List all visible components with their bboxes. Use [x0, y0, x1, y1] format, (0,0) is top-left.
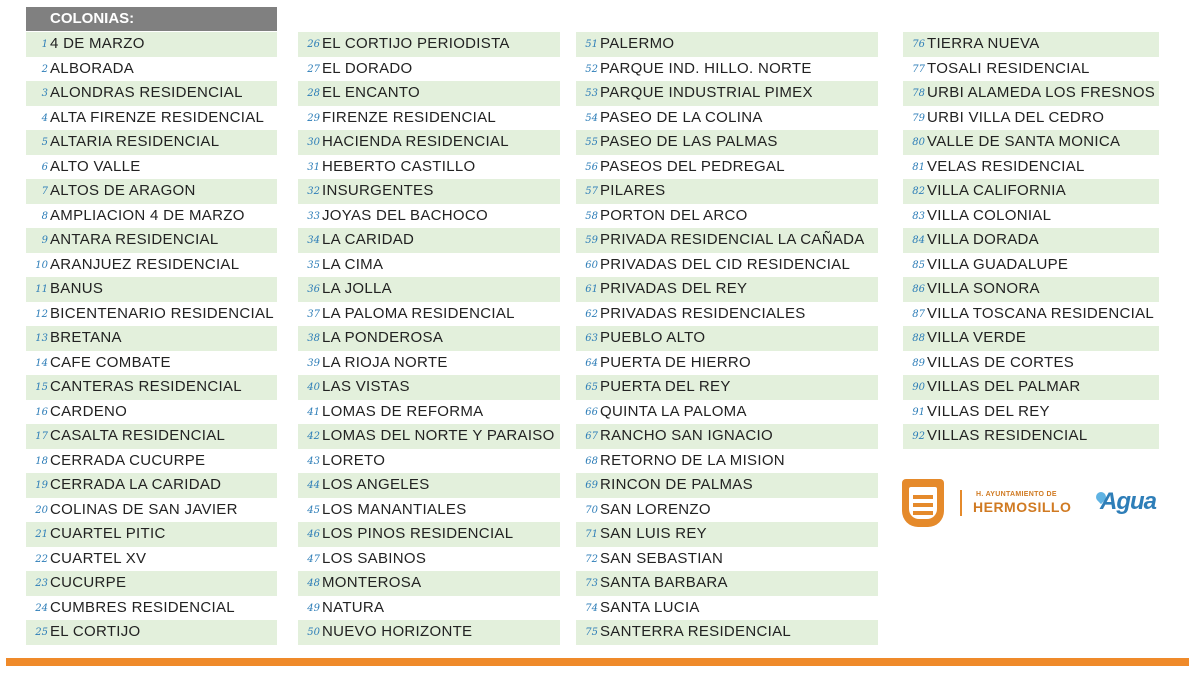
item-number: 1	[41, 39, 48, 50]
list-item	[26, 81, 277, 106]
item-number: 90	[912, 382, 925, 393]
colonia-name: LOS MANANTIALES	[322, 500, 467, 518]
colonia-name: PUERTA DE HIERRO	[600, 353, 751, 371]
ayuntamiento-caption: H. AYUNTAMIENTO DE	[976, 491, 1057, 498]
colonias-column-1	[26, 32, 277, 645]
item-number: 49	[307, 602, 320, 614]
colonia-name: LA CARIDAD	[322, 231, 415, 248]
colonia-name: MONTEROSA	[322, 574, 422, 591]
list-item	[576, 375, 878, 400]
item-number: 6	[41, 161, 48, 173]
list-item	[903, 424, 1159, 449]
item-number: 65	[585, 382, 598, 393]
item-number: 29	[307, 112, 320, 124]
item-number: 46	[307, 529, 320, 540]
colonia-name: PASEOS DEL PEDREGAL	[600, 157, 785, 175]
colonia-name: NUEVO HORIZONTE	[322, 623, 473, 640]
colonia-name: RETORNO DE LA MISION	[600, 451, 785, 469]
item-number: 80	[912, 137, 925, 148]
colonia-name: ALTOS DE ARAGON	[50, 182, 196, 199]
colonia-name: CUARTEL XV	[50, 549, 147, 567]
item-number: 13	[35, 333, 48, 344]
list-item	[576, 326, 878, 351]
logo-divider	[960, 490, 962, 516]
item-number: 87	[912, 308, 925, 320]
colonia-name: URBI VILLA DEL CEDRO	[927, 108, 1105, 126]
item-number: 63	[585, 333, 598, 344]
item-number: 62	[585, 308, 598, 320]
colonia-name: CUARTEL PITIC	[50, 525, 166, 542]
item-number: 31	[307, 161, 320, 173]
item-number: 61	[585, 284, 598, 295]
list-item	[576, 620, 878, 645]
list-item	[26, 106, 277, 131]
item-number: 89	[912, 357, 925, 369]
colonia-name: PALERMO	[600, 35, 675, 52]
list-item	[576, 32, 878, 57]
item-number: 57	[585, 186, 598, 197]
list-item	[576, 57, 878, 82]
colonia-name: SANTERRA RESIDENCIAL	[600, 623, 792, 640]
list-item	[576, 130, 878, 155]
item-number: 45	[307, 504, 320, 516]
list-item	[903, 179, 1159, 204]
list-item	[576, 253, 878, 278]
list-item	[298, 81, 560, 106]
item-number: 4	[41, 112, 48, 124]
colonia-name: VILLAS DEL REY	[927, 402, 1050, 420]
colonia-name: JOYAS DEL BACHOCO	[322, 206, 488, 224]
item-number: 47	[307, 553, 320, 565]
item-number: 32	[307, 186, 320, 197]
item-number: 18	[35, 455, 48, 467]
item-number: 36	[307, 284, 320, 295]
list-item	[298, 326, 560, 351]
list-item	[576, 571, 878, 596]
item-number: 54	[585, 112, 598, 124]
list-item	[26, 522, 277, 547]
colonia-name: QUINTA LA PALOMA	[600, 402, 747, 420]
list-item	[298, 596, 560, 621]
item-number: 16	[35, 406, 48, 418]
list-item	[903, 326, 1159, 351]
list-item	[26, 179, 277, 204]
colonia-name: INSURGENTES	[322, 182, 434, 199]
list-item	[576, 473, 878, 498]
item-number: 78	[912, 88, 925, 99]
colonia-name: SAN SEBASTIAN	[600, 549, 724, 567]
item-number: 2	[41, 63, 48, 75]
colonia-name: HACIENDA RESIDENCIAL	[322, 133, 509, 150]
item-number: 23	[35, 578, 48, 589]
item-number: 79	[912, 112, 925, 124]
list-item	[298, 106, 560, 131]
list-item	[26, 473, 277, 498]
list-item	[26, 277, 277, 302]
list-item	[576, 596, 878, 621]
colonia-name: NATURA	[322, 598, 385, 616]
item-number: 59	[585, 235, 598, 246]
colonia-name: PASEO DE LA COLINA	[600, 108, 763, 126]
colonia-name: BRETANA	[50, 329, 122, 346]
list-item	[298, 351, 560, 376]
list-item	[903, 400, 1159, 425]
item-number: 33	[307, 210, 320, 222]
colonias-column-4	[903, 32, 1159, 449]
list-item	[26, 424, 277, 449]
item-number: 35	[307, 259, 320, 271]
item-number: 60	[585, 259, 598, 271]
list-item	[26, 253, 277, 278]
list-item	[903, 57, 1159, 82]
colonias-column-3	[576, 32, 878, 645]
colonia-name: LORETO	[322, 451, 386, 469]
list-item	[26, 228, 277, 253]
colonia-name: TOSALI RESIDENCIAL	[927, 59, 1090, 77]
list-item	[576, 81, 878, 106]
list-item	[903, 351, 1159, 376]
list-item	[903, 32, 1159, 57]
item-number: 42	[307, 431, 320, 442]
colonia-name: CERRADA LA CARIDAD	[50, 476, 222, 493]
colonia-name: ALTA FIRENZE RESIDENCIAL	[50, 108, 265, 126]
list-item	[26, 596, 277, 621]
item-number: 10	[35, 259, 48, 271]
item-number: 20	[35, 504, 48, 516]
list-item	[903, 130, 1159, 155]
item-number: 44	[307, 480, 320, 491]
list-item	[576, 547, 878, 572]
list-item	[903, 253, 1159, 278]
colonia-name: EL CORTIJO PERIODISTA	[322, 35, 510, 52]
colonia-name: EL CORTIJO	[50, 623, 141, 640]
item-number: 86	[912, 284, 925, 295]
item-number: 77	[912, 63, 925, 75]
item-number: 8	[41, 210, 48, 222]
item-number: 82	[912, 186, 925, 197]
list-item	[903, 375, 1159, 400]
item-number: 28	[307, 88, 320, 99]
list-item	[26, 302, 277, 327]
colonia-name: PARQUE INDUSTRIAL PIMEX	[600, 84, 813, 101]
colonia-name: PRIVADAS DEL CID RESIDENCIAL	[600, 255, 851, 273]
list-item	[26, 375, 277, 400]
colonia-name: LA PONDEROSA	[322, 329, 444, 346]
logos-area	[900, 476, 1180, 532]
colonia-name: PILARES	[600, 182, 666, 199]
colonia-name: CASALTA RESIDENCIAL	[50, 427, 226, 444]
colonia-name: SANTA LUCIA	[600, 598, 700, 616]
colonia-name: LOMAS DEL NORTE Y PARAISO	[322, 427, 555, 444]
item-number: 66	[585, 406, 598, 418]
list-item	[298, 620, 560, 645]
colonia-name: TIERRA NUEVA	[927, 35, 1040, 52]
item-number: 84	[912, 235, 925, 246]
item-number: 56	[585, 161, 598, 173]
colonia-name: VILLAS DE CORTES	[927, 353, 1075, 371]
colonia-name: VILLA CALIFORNIA	[927, 182, 1067, 199]
colonia-name: HEBERTO CASTILLO	[322, 157, 476, 175]
list-item	[576, 204, 878, 229]
colonia-name: VILLAS RESIDENCIAL	[927, 427, 1088, 444]
colonia-name: VILLA COLONIAL	[927, 206, 1052, 224]
colonia-name: VILLA VERDE	[927, 329, 1027, 346]
item-number: 52	[585, 63, 598, 75]
item-number: 25	[35, 627, 48, 638]
colonia-name: LOS SABINOS	[322, 549, 427, 567]
list-item	[576, 155, 878, 180]
item-number: 50	[307, 627, 320, 638]
agua-logo: Agua	[1100, 488, 1156, 515]
item-number: 30	[307, 137, 320, 148]
list-item	[576, 400, 878, 425]
list-item	[298, 473, 560, 498]
list-item	[298, 547, 560, 572]
colonia-name: BICENTENARIO RESIDENCIAL	[50, 304, 274, 322]
item-number: 91	[912, 406, 925, 418]
list-item	[26, 204, 277, 229]
colonia-name: VILLAS DEL PALMAR	[927, 378, 1081, 395]
list-item	[26, 547, 277, 572]
city-shield-icon	[902, 479, 944, 527]
colonia-name: VILLA TOSCANA RESIDENCIAL	[927, 304, 1155, 322]
list-item	[903, 81, 1159, 106]
list-item	[298, 571, 560, 596]
item-number: 72	[585, 553, 598, 565]
colonia-name: CUCURPE	[50, 574, 127, 591]
list-item	[576, 498, 878, 523]
item-number: 11	[35, 284, 48, 295]
list-item	[298, 302, 560, 327]
list-item	[298, 277, 560, 302]
item-number: 17	[35, 431, 48, 442]
list-item	[298, 179, 560, 204]
list-item	[576, 179, 878, 204]
item-number: 92	[912, 431, 925, 442]
item-number: 21	[35, 529, 48, 540]
item-number: 37	[307, 308, 320, 320]
colonia-name: ALTO VALLE	[50, 157, 141, 175]
list-item	[576, 228, 878, 253]
colonia-name: BANUS	[50, 280, 104, 297]
colonia-name: 4 DE MARZO	[50, 35, 145, 52]
list-item	[903, 277, 1159, 302]
item-number: 9	[41, 235, 48, 246]
colonia-name: LOS ANGELES	[322, 476, 430, 493]
list-item	[903, 106, 1159, 131]
colonia-name: SAN LUIS REY	[600, 525, 707, 542]
list-item	[26, 498, 277, 523]
colonia-name: COLINAS DE SAN JAVIER	[50, 500, 238, 518]
colonia-name: ALONDRAS RESIDENCIAL	[50, 84, 243, 101]
list-item	[903, 155, 1159, 180]
list-item	[576, 424, 878, 449]
colonia-name: ANTARA RESIDENCIAL	[50, 231, 219, 248]
list-item	[576, 106, 878, 131]
list-item	[26, 32, 277, 57]
list-item	[903, 204, 1159, 229]
colonia-name: VALLE DE SANTA MONICA	[927, 133, 1121, 150]
colonia-name: VILLA DORADA	[927, 231, 1039, 248]
item-number: 53	[585, 88, 598, 99]
item-number: 88	[912, 333, 925, 344]
item-number: 74	[585, 602, 598, 614]
item-number: 55	[585, 137, 598, 148]
list-item	[298, 57, 560, 82]
item-number: 43	[307, 455, 320, 467]
item-number: 12	[35, 308, 48, 320]
item-number: 39	[307, 357, 320, 369]
colonia-name: VILLA GUADALUPE	[927, 255, 1069, 273]
colonia-name: RANCHO SAN IGNACIO	[600, 427, 773, 444]
colonia-name: ALBORADA	[50, 59, 135, 77]
bottom-accent-bar	[6, 658, 1189, 666]
colonia-name: CAFE COMBATE	[50, 353, 171, 371]
item-number: 26	[307, 39, 320, 50]
item-number: 70	[585, 504, 598, 516]
colonia-name: LOMAS DE REFORMA	[322, 402, 484, 420]
item-number: 81	[912, 161, 925, 173]
colonia-name: AMPLIACION 4 DE MARZO	[50, 206, 245, 224]
item-number: 15	[35, 382, 48, 393]
item-number: 19	[35, 480, 48, 491]
item-number: 34	[307, 235, 320, 246]
colonia-name: PARQUE IND. HILLO. NORTE	[600, 59, 812, 77]
list-item	[576, 449, 878, 474]
colonia-name: VELAS RESIDENCIAL	[927, 157, 1085, 175]
list-header: COLONIAS:	[26, 7, 277, 31]
item-number: 51	[585, 39, 598, 50]
colonia-name: PRIVADAS DEL REY	[600, 280, 748, 297]
item-number: 67	[585, 431, 598, 442]
colonia-name: CARDENO	[50, 402, 128, 420]
colonia-name: CANTERAS RESIDENCIAL	[50, 378, 242, 395]
list-item	[26, 130, 277, 155]
list-item	[26, 449, 277, 474]
list-item	[576, 277, 878, 302]
colonia-name: LA PALOMA RESIDENCIAL	[322, 304, 515, 322]
colonia-name: EL ENCANTO	[322, 84, 421, 101]
colonia-name: CERRADA CUCURPE	[50, 451, 206, 469]
list-item	[298, 375, 560, 400]
colonia-name: URBI ALAMEDA LOS FRESNOS	[927, 84, 1156, 101]
colonia-name: LA CIMA	[322, 255, 384, 273]
colonia-name: PASEO DE LAS PALMAS	[600, 133, 778, 150]
colonia-name: PUERTA DEL REY	[600, 378, 731, 395]
item-number: 69	[585, 480, 598, 491]
colonia-name: PRIVADAS RESIDENCIALES	[600, 304, 806, 322]
list-item	[26, 155, 277, 180]
item-number: 5	[41, 137, 48, 148]
list-item	[298, 130, 560, 155]
colonia-name: LOS PINOS RESIDENCIAL	[322, 525, 514, 542]
colonia-name: FIRENZE RESIDENCIAL	[322, 108, 497, 126]
list-item	[26, 351, 277, 376]
colonia-name: PORTON DEL ARCO	[600, 206, 748, 224]
item-number: 22	[35, 553, 48, 565]
item-number: 41	[307, 406, 320, 418]
item-number: 27	[307, 63, 320, 75]
list-item	[576, 522, 878, 547]
list-item	[298, 449, 560, 474]
item-number: 14	[35, 357, 48, 369]
list-item	[903, 228, 1159, 253]
item-number: 75	[585, 627, 598, 638]
list-item	[298, 204, 560, 229]
item-number: 73	[585, 578, 598, 589]
colonia-name: VILLA SONORA	[927, 280, 1040, 297]
item-number: 76	[912, 39, 925, 50]
item-number: 85	[912, 259, 925, 271]
colonia-name: LAS VISTAS	[322, 378, 410, 395]
colonia-name: PUEBLO ALTO	[600, 329, 706, 346]
colonia-name: PRIVADA RESIDENCIAL LA CAÑADA	[600, 231, 865, 248]
list-item	[298, 400, 560, 425]
colonia-name: CUMBRES RESIDENCIAL	[50, 598, 235, 616]
list-item	[298, 155, 560, 180]
item-number: 64	[585, 357, 598, 369]
item-number: 7	[41, 186, 48, 197]
item-number: 48	[307, 578, 320, 589]
list-item	[903, 302, 1159, 327]
colonia-name: RINCON DE PALMAS	[600, 476, 753, 493]
colonia-name: ALTARIA RESIDENCIAL	[50, 133, 220, 150]
item-number: 38	[307, 333, 320, 344]
list-item	[298, 32, 560, 57]
list-item	[576, 302, 878, 327]
colonia-name: LA RIOJA NORTE	[322, 353, 448, 371]
list-item	[26, 400, 277, 425]
list-item	[298, 228, 560, 253]
item-number: 68	[585, 455, 598, 467]
list-item	[26, 620, 277, 645]
colonia-name: SANTA BARBARA	[600, 574, 728, 591]
colonias-column-2	[298, 32, 560, 645]
list-item	[298, 253, 560, 278]
list-item	[26, 571, 277, 596]
list-item	[298, 498, 560, 523]
item-number: 24	[35, 602, 48, 614]
item-number: 58	[585, 210, 598, 222]
colonia-name: LA JOLLA	[322, 280, 392, 297]
list-item	[298, 424, 560, 449]
ayuntamiento-name: HERMOSILLO	[973, 499, 1072, 515]
colonia-name: EL DORADO	[322, 59, 413, 77]
item-number: 40	[307, 382, 320, 393]
item-number: 3	[41, 88, 48, 99]
colonia-name: ARANJUEZ RESIDENCIAL	[50, 255, 240, 273]
list-item	[576, 351, 878, 376]
item-number: 71	[585, 529, 598, 540]
list-item	[26, 57, 277, 82]
list-item	[298, 522, 560, 547]
colonia-name: SAN LORENZO	[600, 500, 711, 518]
item-number: 83	[912, 210, 925, 222]
list-item	[26, 326, 277, 351]
